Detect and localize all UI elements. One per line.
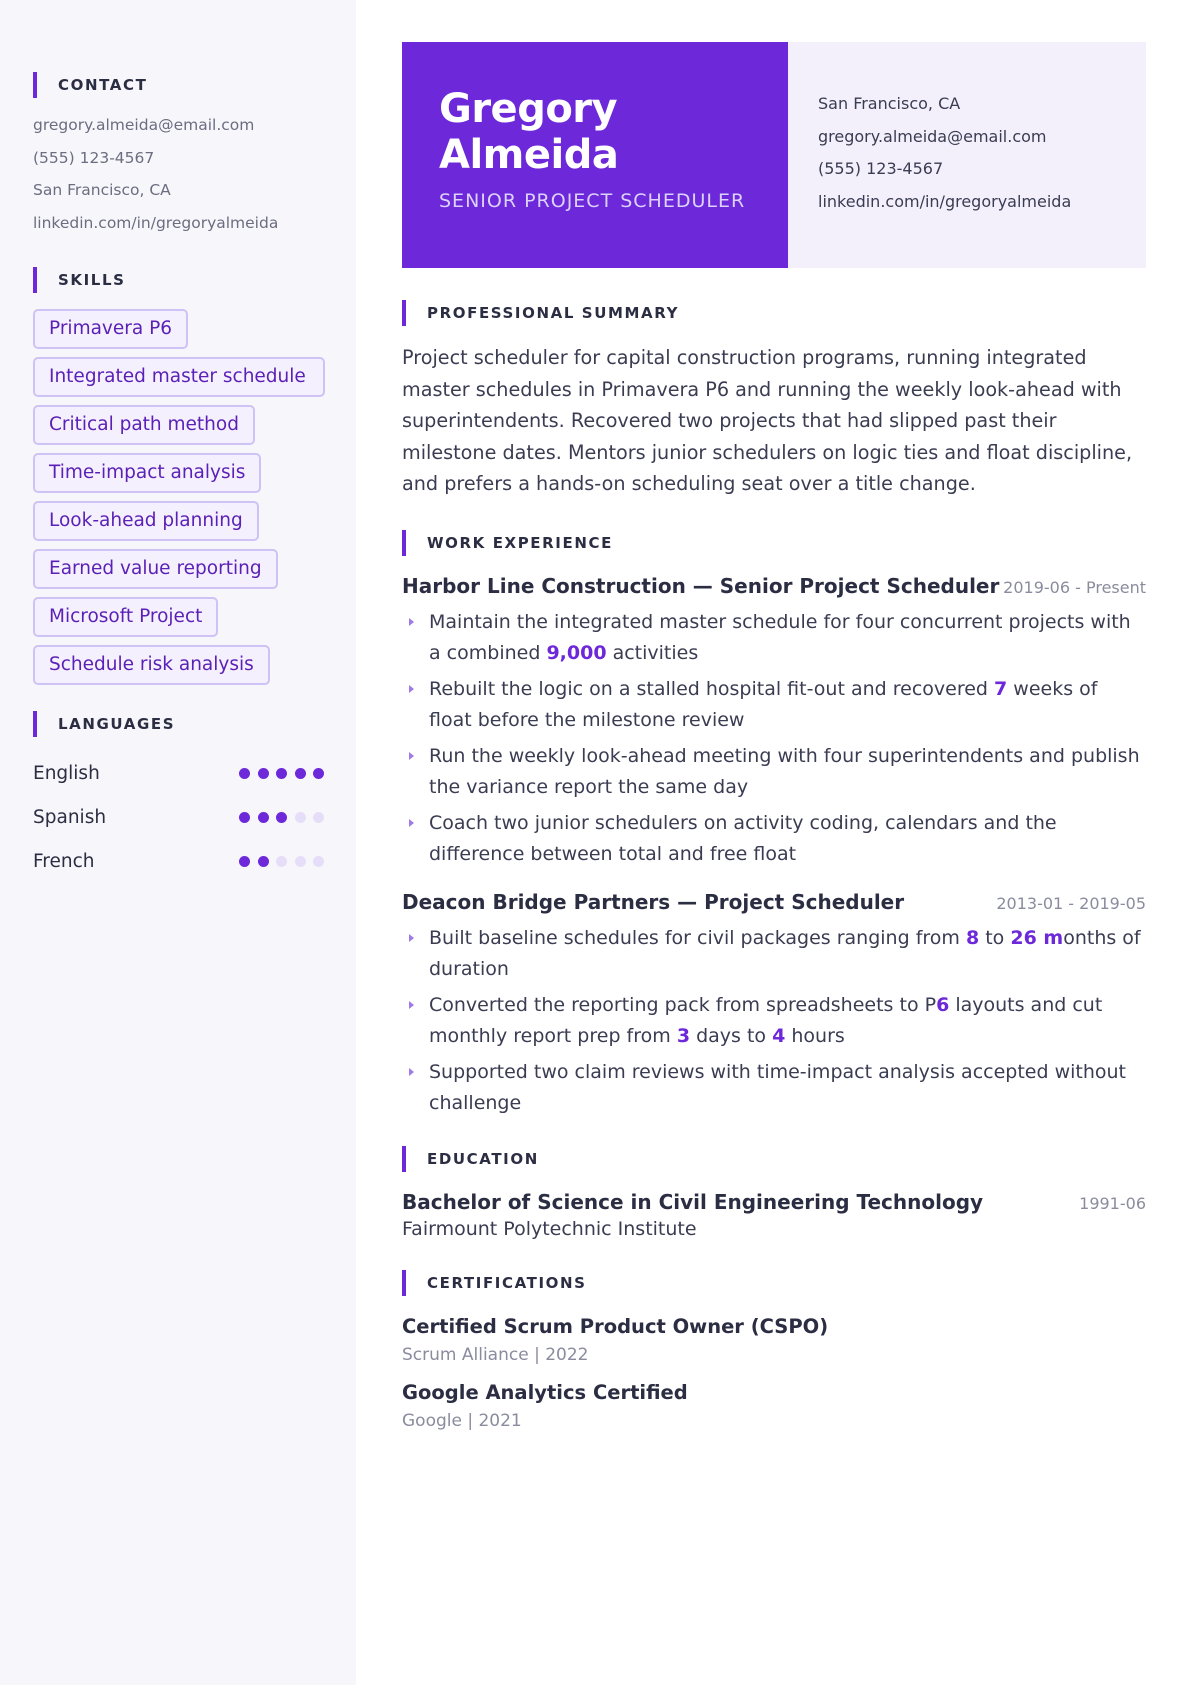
- name-block: [402, 42, 788, 268]
- job-entry: [402, 574, 1146, 870]
- bullet-text: weeks of float before the milestone review: [429, 677, 1098, 731]
- job-bullet: [402, 741, 1146, 803]
- title-separator: —: [670, 889, 705, 914]
- proficiency-dots: [232, 812, 325, 823]
- certifications-heading: CERTIFICATIONS: [402, 1270, 1146, 1296]
- proficiency-dot-filled: [258, 768, 269, 779]
- bullet-text: Run the weekly look-ahead meeting with four superintendents and publish the variance report the same day: [429, 744, 1140, 798]
- proficiency-dot-filled: [239, 768, 250, 779]
- job-heading: [402, 574, 999, 598]
- education-date: 1991-06: [1079, 1193, 1146, 1213]
- highlighted-metric: 8: [965, 926, 980, 949]
- job-dates: 2013-01 - 2019-05: [996, 893, 1146, 913]
- highlighted-metric: 7: [994, 677, 1008, 700]
- highlighted-metric: 26 m: [1010, 926, 1064, 949]
- proficiency-dot-filled: [239, 812, 250, 823]
- first-name: Gregory: [439, 86, 618, 132]
- highlighted-metric: 3: [676, 1024, 691, 1047]
- contact-email[interactable]: gregory.almeida@email.com: [33, 116, 255, 134]
- bullet-text: Supported two claim reviews with time-impact analysis accepted without challenge: [429, 1060, 1126, 1114]
- certification-name: Google Analytics Certified: [402, 1380, 688, 1404]
- language-name: Spanish: [33, 806, 107, 828]
- full-name: [439, 86, 768, 178]
- position-title: Senior Project Scheduler: [719, 573, 1000, 598]
- skill-tag: Earned value reporting: [33, 549, 278, 589]
- proficiency-dot-empty: [295, 856, 306, 867]
- certification-issuer: Scrum Alliance | 2022: [402, 1344, 589, 1365]
- company-name: Harbor Line Construction: [402, 573, 686, 598]
- language-row: [33, 839, 324, 883]
- job-bullet: [402, 808, 1146, 870]
- job-title: SENIOR PROJECT SCHEDULER: [439, 190, 746, 212]
- education-heading: EDUCATION: [402, 1146, 1146, 1172]
- proficiency-dot-filled: [313, 768, 324, 779]
- job-bullet: [402, 1057, 1146, 1119]
- company-name: Deacon Bridge Partners: [402, 889, 671, 914]
- resume-header: [402, 42, 1146, 268]
- proficiency-dot-filled: [295, 768, 306, 779]
- school-name: Fairmount Polytechnic Institute: [402, 1217, 697, 1240]
- contact-linkedin[interactable]: linkedin.com/in/gregoryalmeida: [33, 213, 279, 232]
- bullet-text: layouts and cut monthly report prep from: [429, 993, 1103, 1047]
- proficiency-dot-filled: [276, 812, 287, 823]
- header-linkedin[interactable]: linkedin.com/in/gregoryalmeida: [818, 192, 1072, 212]
- job-dates: 2019-06 - Present: [1003, 577, 1146, 597]
- skill-tag: Schedule risk analysis: [33, 645, 270, 685]
- job-entry: [402, 890, 1146, 1119]
- job-bullet: [402, 923, 1146, 985]
- highlighted-metric: 6: [936, 993, 950, 1016]
- header-location: San Francisco, CA: [818, 94, 961, 113]
- title-separator: —: [685, 573, 720, 598]
- experience-section: [402, 530, 1146, 1119]
- proficiency-dot-filled: [258, 856, 269, 867]
- skill-tag: Primavera P6: [33, 309, 188, 349]
- main-content: [356, 0, 1191, 1685]
- bullet-text: Built baseline schedules for civil packages ranging from: [429, 926, 966, 949]
- degree: Bachelor of Science in Civil Engineering Technology: [402, 1189, 984, 1214]
- experience-heading: WORK EXPERIENCE: [402, 530, 1146, 556]
- contact-list: [33, 115, 324, 245]
- bullet-text: Coach two junior schedulers on activity coding, calendars and the difference between total and free float: [429, 811, 1057, 865]
- bullet-text: days to: [690, 1024, 773, 1047]
- proficiency-dot-empty: [313, 812, 324, 823]
- education-section: [402, 1146, 1146, 1240]
- contact-location: San Francisco, CA: [33, 181, 171, 199]
- proficiency-dot-empty: [295, 812, 306, 823]
- bullet-text: Rebuilt the logic on a stalled hospital fit-out and recovered: [429, 677, 995, 700]
- job-bullet: [402, 990, 1146, 1052]
- bullet-text: onths of duration: [429, 926, 1141, 980]
- language-name: English: [33, 762, 100, 784]
- languages-list: [33, 751, 324, 883]
- bullet-text: hours: [785, 1024, 845, 1047]
- job-bullet: [402, 607, 1146, 669]
- highlighted-metric: 9,000: [546, 641, 607, 664]
- job-bullet: [402, 674, 1146, 736]
- proficiency-dot-empty: [276, 856, 287, 867]
- proficiency-dot-empty: [313, 856, 324, 867]
- job-heading: [402, 890, 904, 914]
- skills-heading: SKILLS: [33, 267, 324, 293]
- header-email[interactable]: gregory.almeida@email.com: [818, 126, 1047, 146]
- certification-entry: [402, 1315, 1146, 1365]
- languages-heading: LANGUAGES: [33, 711, 324, 737]
- highlighted-metric: 4: [772, 1024, 786, 1047]
- proficiency-dot-filled: [258, 812, 269, 823]
- language-row: [33, 795, 324, 839]
- sidebar: [0, 0, 356, 1685]
- bullet-text: Maintain the integrated master schedule for four concurrent projects with a combined: [429, 610, 1131, 664]
- certification-name: Certified Scrum Product Owner (CSPO): [402, 1314, 829, 1338]
- summary-heading: PROFESSIONAL SUMMARY: [402, 300, 1146, 326]
- skill-tag: Critical path method: [33, 405, 255, 445]
- proficiency-dots: [232, 768, 325, 779]
- last-name: Almeida: [439, 132, 619, 178]
- language-row: [33, 751, 324, 795]
- skills-list: [33, 309, 324, 685]
- skill-tag: Integrated master schedule: [33, 357, 325, 397]
- bullet-text: to: [979, 926, 1011, 949]
- skill-tag: Look-ahead planning: [33, 501, 259, 541]
- header-phone[interactable]: (555) 123-4567: [818, 159, 944, 179]
- skill-tag: Microsoft Project: [33, 597, 218, 637]
- summary-section: [402, 300, 1146, 500]
- job-bullets: [402, 607, 1146, 870]
- contact-phone[interactable]: (555) 123-4567: [33, 148, 155, 167]
- proficiency-dot-filled: [239, 856, 250, 867]
- bullet-text: Converted the reporting pack from spreadsheets to P: [429, 993, 937, 1016]
- certification-issuer: Google | 2021: [402, 1410, 522, 1431]
- contact-heading: CONTACT: [33, 72, 324, 98]
- certification-entry: [402, 1381, 1146, 1431]
- language-name: French: [33, 850, 95, 872]
- skill-tag: Time-impact analysis: [33, 453, 261, 493]
- job-bullets: [402, 923, 1146, 1119]
- bullet-text: activities: [606, 641, 699, 664]
- position-title: Project Scheduler: [704, 889, 905, 914]
- certifications-section: [402, 1270, 1146, 1431]
- summary-text: Project scheduler for capital construction programs, running integrated master schedules in Primavera P6 and running the weekly look-ahead with superintendents. Recovered two projects that had slipped past their milestone dates. Mentors junior schedulers on logic ties and float discipline, and prefers a hands-on scheduling seat over a title change.: [402, 346, 1133, 495]
- proficiency-dot-filled: [276, 768, 287, 779]
- header-contact: [788, 42, 1146, 268]
- proficiency-dots: [232, 856, 325, 867]
